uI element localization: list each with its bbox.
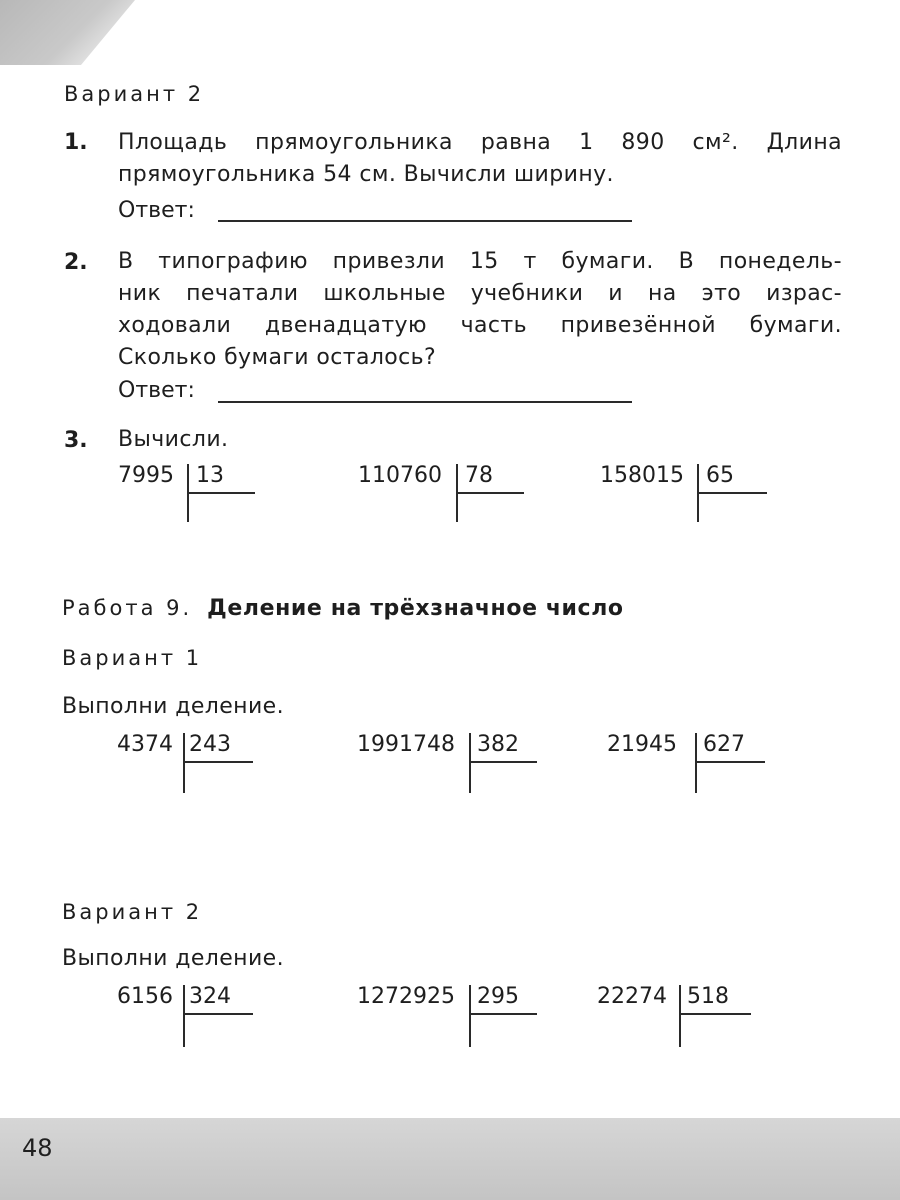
- long-division: [607, 731, 787, 791]
- division-horizontal-line: [183, 1013, 253, 1015]
- task-number: 1.: [64, 130, 88, 155]
- divisor: 382: [477, 732, 519, 757]
- instruction: Выполни деление.: [62, 946, 284, 971]
- divisor: 627: [703, 732, 745, 757]
- dividend: 21945: [607, 732, 677, 757]
- division-horizontal-line: [187, 492, 255, 494]
- division-vertical-line: [469, 733, 471, 793]
- division-horizontal-line: [695, 761, 765, 763]
- task-text-line: Вычисли.: [118, 427, 229, 452]
- divisor: 78: [465, 463, 493, 488]
- long-division: [357, 731, 557, 791]
- long-division: [357, 983, 557, 1043]
- division-vertical-line: [183, 733, 185, 793]
- answer-line[interactable]: [218, 401, 632, 403]
- variant-heading: Вариант 2: [62, 900, 203, 924]
- dividend: 4374: [117, 732, 173, 757]
- dividend: 1272925: [357, 984, 455, 1009]
- division-vertical-line: [469, 985, 471, 1047]
- work-topic: Деление на трёхзначное число: [207, 596, 624, 621]
- long-division: [118, 462, 268, 522]
- work-title: [62, 596, 624, 621]
- task-text-line: Площадь прямоугольника равна 1 890 см². Длина: [118, 130, 842, 155]
- task-text-line: ходовали двенадцатую часть привезённой бумаги.: [118, 313, 842, 338]
- task-text-line: прямоугольника 54 см. Вычисли ширину.: [118, 162, 614, 187]
- answer-label: Ответ:: [118, 198, 195, 223]
- dividend: 158015: [600, 463, 684, 488]
- divisor: 324: [189, 984, 231, 1009]
- divisor: 13: [196, 463, 224, 488]
- answer-line[interactable]: [218, 220, 632, 222]
- variant-heading: Вариант 2: [64, 82, 205, 106]
- work-number: Работа 9.: [62, 596, 193, 620]
- long-division: [117, 983, 267, 1043]
- task-text-line: ник печатали школьные учебники и на это израс-: [118, 281, 842, 306]
- variant-heading: Вариант 1: [62, 646, 203, 670]
- division-vertical-line: [695, 733, 697, 793]
- divisor: 295: [477, 984, 519, 1009]
- long-division: [117, 731, 267, 791]
- dividend: 22274: [597, 984, 667, 1009]
- division-vertical-line: [679, 985, 681, 1047]
- division-horizontal-line: [456, 492, 524, 494]
- instruction: Выполни деление.: [62, 694, 284, 719]
- task-number: 2.: [64, 250, 88, 275]
- division-vertical-line: [183, 985, 185, 1047]
- division-horizontal-line: [469, 1013, 537, 1015]
- dividend: 1991748: [357, 732, 455, 757]
- footer-band: [0, 1118, 900, 1200]
- dividend: 7995: [118, 463, 174, 488]
- page-number: 48: [22, 1134, 53, 1162]
- long-division: [600, 462, 780, 522]
- corner-shading: [0, 0, 135, 65]
- long-division: [358, 462, 538, 522]
- dividend: 110760: [358, 463, 442, 488]
- long-division: [597, 983, 787, 1043]
- division-horizontal-line: [183, 761, 253, 763]
- divisor: 243: [189, 732, 231, 757]
- dividend: 6156: [117, 984, 173, 1009]
- divisor: 65: [706, 463, 734, 488]
- answer-label: Ответ:: [118, 378, 195, 403]
- task-text-line: Сколько бумаги осталось?: [118, 345, 437, 370]
- division-horizontal-line: [679, 1013, 751, 1015]
- division-horizontal-line: [469, 761, 537, 763]
- task-text-line: В типографию привезли 15 т бумаги. В понедель-: [118, 249, 842, 274]
- division-horizontal-line: [697, 492, 767, 494]
- task-number: 3.: [64, 428, 88, 453]
- divisor: 518: [687, 984, 729, 1009]
